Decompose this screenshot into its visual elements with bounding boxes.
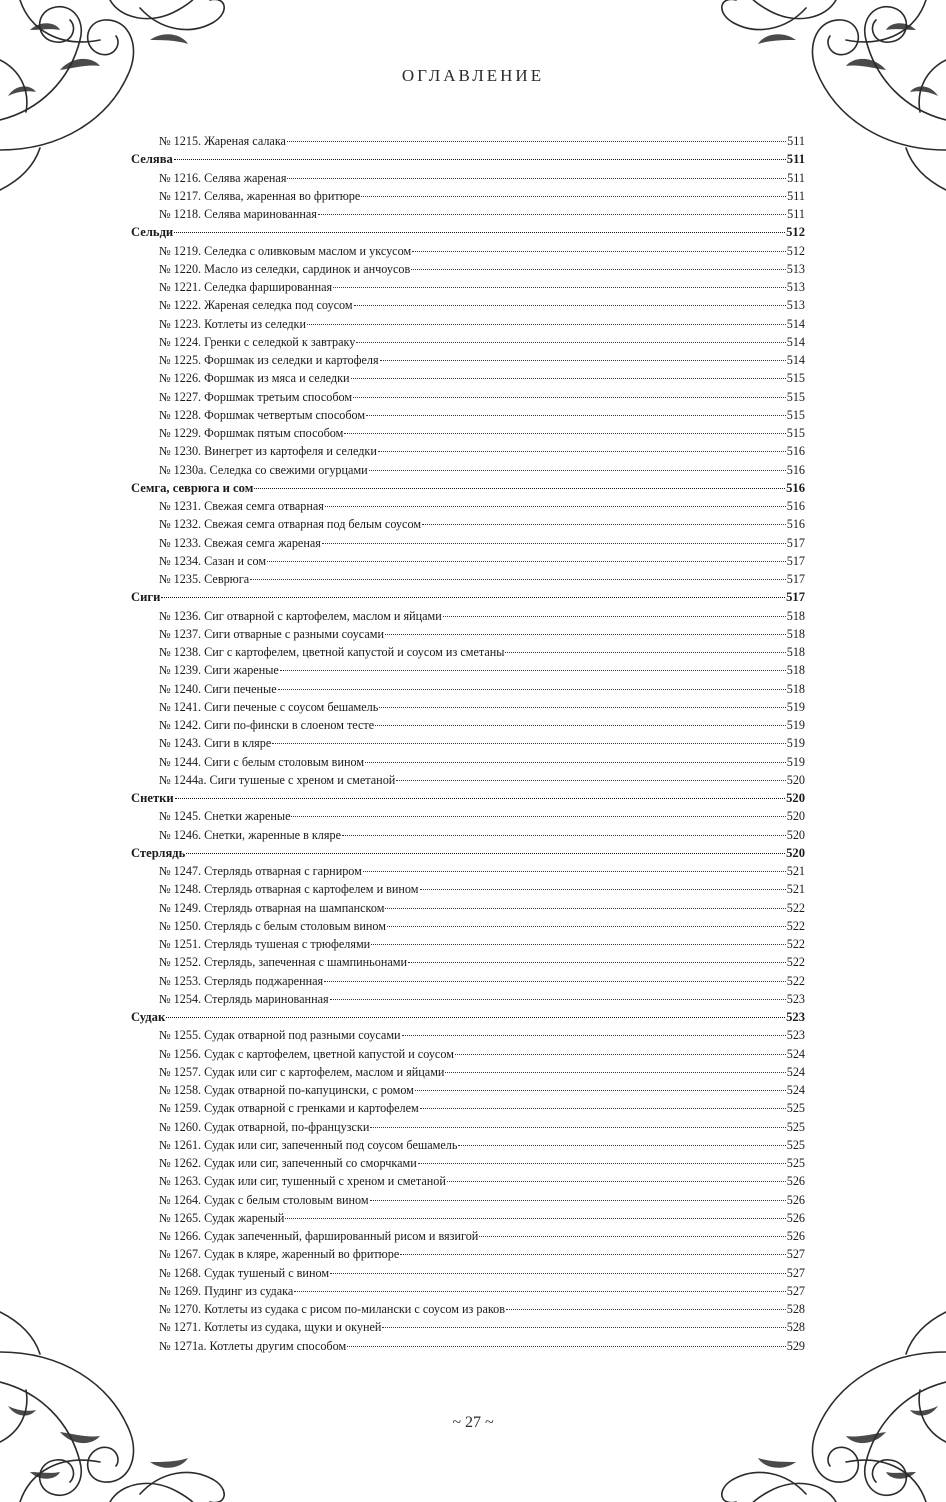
toc-entry-title: № 1249. Стерлядь отварная на шампанском	[159, 900, 385, 915]
toc-page-number: 515	[786, 371, 805, 386]
toc-entry-title: № 1237. Сиги отварные с разными соусами	[159, 626, 384, 641]
toc-page-number: 516	[786, 480, 805, 495]
toc-entry-title: № 1241. Сиги печеные с соусом бешамель	[159, 699, 379, 714]
dot-leader	[325, 506, 786, 507]
toc-entry-title: № 1215. Жареная салака	[159, 134, 286, 148]
toc-entry-title: № 1227. Форшмак третьим способом	[159, 389, 353, 404]
toc-page-number: 525	[786, 1119, 805, 1134]
toc-page-number: 517	[786, 553, 805, 568]
toc-page-number: 520	[786, 809, 805, 824]
toc-page-number: 525	[786, 1137, 805, 1152]
dot-leader	[366, 415, 786, 416]
toc-entry-title: № 1270. Котлеты из судака с рисом по-милански с соусом из раков	[159, 1302, 506, 1316]
toc-entry-row[interactable]	[131, 1083, 805, 1101]
toc-page-number: 524	[786, 1083, 805, 1097]
toc-page-number: 521	[786, 864, 805, 878]
toc-entry-title: № 1257. Судак или сиг с картофелем, маслом и яйцами	[159, 1064, 445, 1079]
dot-leader	[420, 889, 786, 890]
toc-entry-title: № 1266. Судак запеченный, фаршированный рисом и вязигой	[159, 1229, 479, 1243]
toc-entry-row[interactable]	[131, 1339, 805, 1357]
dot-leader	[287, 178, 786, 179]
toc-entry-title: № 1230. Винегрет из картофеля и селедки	[159, 444, 377, 459]
dot-leader	[175, 798, 785, 799]
toc-entry-row[interactable]	[131, 554, 805, 572]
dot-leader	[443, 616, 786, 617]
dot-leader	[505, 652, 785, 653]
toc-entry-title: № 1245. Снетки жареные	[159, 809, 291, 824]
toc-entry-row[interactable]	[131, 1065, 805, 1083]
toc-entry-row[interactable]	[131, 1101, 805, 1119]
toc-entry-title: № 1231. Свежая семга отварная	[159, 499, 324, 513]
dot-leader	[186, 853, 785, 854]
toc-section-title: Стерлядь	[131, 845, 186, 860]
toc-page-number: 519	[786, 736, 805, 751]
dot-leader	[415, 1090, 786, 1091]
toc-page-number: 518	[786, 663, 805, 678]
toc-page-number: 515	[786, 426, 805, 440]
toc-entry-row[interactable]	[131, 390, 805, 408]
toc-entry-title: № 1261. Судак или сиг, запеченный под соусом бешамель	[159, 1137, 458, 1152]
toc-entry-title: № 1269. Пудинг из судака	[159, 1283, 294, 1298]
toc-entry-title: № 1220. Масло из селедки, сардинок и анчоусов	[159, 261, 411, 276]
toc-entry-title: № 1259. Судак отварной с гренками и картофелем	[159, 1101, 419, 1116]
dot-leader	[369, 470, 786, 471]
toc-entry-row[interactable]	[131, 171, 805, 189]
dot-leader	[447, 1181, 786, 1182]
toc-entry-row[interactable]	[131, 809, 805, 827]
dot-leader	[342, 835, 786, 836]
toc-entry-row[interactable]	[131, 536, 805, 554]
toc-entry-title: № 1232. Свежая семга отварная под белым соусом	[159, 517, 422, 532]
dot-leader	[370, 1200, 786, 1201]
toc-entry-row[interactable]	[131, 700, 805, 718]
toc-page-number: 514	[786, 353, 805, 367]
toc-entry-title: № 1244. Сиги с белым столовым вином	[159, 754, 365, 769]
toc-section-row[interactable]	[131, 152, 805, 170]
toc-page-number: 512	[786, 225, 805, 240]
toc-entry-row[interactable]	[131, 736, 805, 754]
toc-entry-title: № 1252. Стерлядь, запеченная с шампиньонами	[159, 955, 408, 970]
dot-leader	[280, 670, 786, 671]
dot-leader	[371, 944, 786, 945]
toc-entry-title: № 1235. Севрюга	[159, 572, 250, 586]
toc-page-number: 529	[786, 1338, 805, 1353]
dot-leader	[458, 1145, 785, 1146]
page-number: ~ 27 ~	[452, 1414, 494, 1431]
toc-entry-row[interactable]	[131, 517, 805, 535]
toc-entry-title: № 1223. Котлеты из селедки	[159, 316, 306, 331]
toc-entry-title: № 1228. Форшмак четвертым способом	[159, 407, 366, 422]
toc-page-number: 526	[786, 1229, 805, 1243]
toc-entry-title: № 1271. Котлеты из судака, щуки и окуней	[159, 1320, 382, 1335]
toc-entry-row[interactable]	[131, 335, 805, 353]
toc-page-number: 517	[786, 535, 805, 550]
toc-entry-row[interactable]	[131, 317, 805, 335]
dot-leader	[330, 1273, 786, 1274]
toc-entry-title: № 1233. Свежая семга жареная	[159, 535, 321, 550]
toc-page-number: 526	[786, 1174, 805, 1189]
toc-section-title: Сиги	[131, 590, 161, 605]
toc-page-number: 528	[786, 1320, 805, 1335]
dot-leader	[174, 159, 786, 160]
toc-section-title: Селява	[131, 152, 173, 167]
toc-entry-row[interactable]	[131, 1193, 805, 1211]
dot-leader	[161, 597, 785, 598]
page-title: ОГЛАВЛЕНИЕ	[401, 66, 545, 85]
dot-leader	[287, 141, 786, 142]
toc-page-number: 525	[786, 1101, 805, 1116]
toc-entry-row[interactable]	[131, 207, 805, 225]
toc-entry-title: № 1218. Селява маринованная	[159, 207, 317, 221]
dot-leader	[378, 451, 786, 452]
toc-entry-title: № 1264. Судак с белым столовым вином	[159, 1192, 369, 1207]
dot-leader	[278, 689, 786, 690]
toc-entry-row[interactable]	[131, 974, 805, 992]
dot-leader	[385, 908, 785, 909]
toc-page-number: 515	[786, 389, 805, 404]
toc-page-number: 518	[786, 681, 805, 696]
toc-page-number: 522	[786, 955, 805, 970]
dot-leader	[294, 1291, 785, 1292]
toc-entry-row[interactable]	[131, 864, 805, 882]
dot-leader	[370, 1127, 785, 1128]
toc-page-number: 522	[786, 973, 805, 988]
toc-section-row[interactable]	[131, 846, 805, 864]
toc-entry-row[interactable]	[131, 755, 805, 773]
dot-leader	[420, 1108, 786, 1109]
toc-entry-title: № 1242. Сиги по-фински в слоеном тесте	[159, 718, 375, 732]
toc-page-number: 511	[787, 170, 805, 185]
toc-entry-title: № 1234. Сазан и сом	[159, 553, 267, 568]
dot-leader	[385, 634, 786, 635]
dot-leader	[174, 232, 785, 233]
toc-entry-title: № 1256. Судак с картофелем, цветной капустой и соусом	[159, 1046, 454, 1061]
toc-entry-title: № 1262. Судак или сиг, запеченный со сморчками	[159, 1156, 417, 1170]
toc-entry-row[interactable]	[131, 1284, 805, 1302]
toc-page-number: 523	[786, 1028, 805, 1043]
toc-page-number: 518	[786, 608, 805, 623]
dot-leader	[365, 762, 786, 763]
toc-entry-row[interactable]	[131, 773, 805, 791]
toc-entry-row[interactable]	[131, 371, 805, 389]
toc-entry-title: № 1230а. Селедка со свежими огурцами	[159, 462, 368, 477]
toc-entry-row[interactable]	[131, 1156, 805, 1174]
toc-entry-row[interactable]	[131, 499, 805, 517]
toc-entry-title: № 1268. Судак тушеный с вином	[159, 1265, 330, 1280]
table-of-contents	[131, 134, 805, 1357]
dot-leader	[351, 378, 786, 379]
toc-entry-row[interactable]	[131, 1028, 805, 1046]
dot-leader	[166, 1017, 785, 1018]
toc-entry-row[interactable]	[131, 572, 805, 590]
toc-entry-title: № 1271а. Котлеты другим способом	[159, 1338, 347, 1353]
dot-leader	[412, 251, 786, 252]
toc-entry-row[interactable]	[131, 663, 805, 681]
toc-entry-row[interactable]	[131, 682, 805, 700]
toc-page-number: 521	[786, 882, 805, 897]
toc-page-number: 520	[786, 791, 805, 805]
toc-page-number: 520	[786, 845, 805, 860]
toc-page-number: 516	[786, 517, 805, 532]
dot-leader	[291, 816, 785, 817]
toc-entry-row[interactable]	[131, 1120, 805, 1138]
toc-page-number: 511	[787, 207, 805, 221]
toc-page-number: 520	[786, 772, 805, 787]
toc-page-number: 523	[786, 1010, 805, 1024]
toc-entry-row[interactable]	[131, 645, 805, 663]
toc-page-number: 517	[786, 590, 805, 605]
toc-entry-title: № 1253. Стерлядь поджаренная	[159, 973, 324, 988]
toc-page-number: 519	[786, 699, 805, 714]
toc-section-title: Семга, севрюга и сом	[131, 480, 254, 495]
toc-page-number: 517	[786, 572, 805, 586]
dot-leader	[318, 214, 786, 215]
toc-section-row[interactable]	[131, 1010, 805, 1028]
dot-leader	[382, 1327, 785, 1328]
toc-entry-title: № 1236. Сиг отварной с картофелем, маслом и яйцами	[159, 608, 442, 623]
toc-section-row[interactable]	[131, 590, 805, 608]
toc-entry-row[interactable]	[131, 1138, 805, 1156]
toc-entry-row[interactable]	[131, 262, 805, 280]
toc-entry-row[interactable]	[131, 882, 805, 900]
toc-page-number: 523	[786, 991, 805, 1006]
dot-leader	[379, 707, 785, 708]
dot-leader	[422, 524, 786, 525]
toc-entry-row[interactable]	[131, 463, 805, 481]
toc-page-number: 515	[786, 407, 805, 422]
toc-entry-row[interactable]	[131, 426, 805, 444]
toc-page-number: 527	[786, 1283, 805, 1298]
toc-entry-title: № 1258. Судак отварной по-капуцински, с ромом	[159, 1083, 414, 1097]
toc-page-number: 522	[786, 918, 805, 933]
toc-entry-row[interactable]	[131, 955, 805, 973]
toc-entry-row[interactable]	[131, 609, 805, 627]
dot-leader	[363, 871, 786, 872]
toc-page-number: 519	[786, 754, 805, 769]
toc-entry-title: № 1250. Стерлядь с белым столовым вином	[159, 918, 386, 933]
toc-entry-row[interactable]	[131, 298, 805, 316]
toc-entry-row[interactable]	[131, 718, 805, 736]
toc-page-number: 511	[787, 134, 805, 148]
dot-leader	[322, 543, 786, 544]
dot-leader	[396, 780, 785, 781]
toc-entry-row[interactable]	[131, 1266, 805, 1284]
toc-entry-row[interactable]	[131, 244, 805, 262]
dot-leader	[361, 196, 786, 197]
toc-entry-row[interactable]	[131, 1174, 805, 1192]
toc-page-number: 511	[787, 188, 805, 203]
toc-entry-row[interactable]	[131, 992, 805, 1010]
toc-section-row[interactable]	[131, 791, 805, 809]
toc-page-number: 528	[786, 1302, 805, 1316]
toc-entry-title: № 1244а. Сиги тушеные с хреном и сметаной	[159, 772, 396, 787]
toc-entry-title: № 1221. Селедка фаршированная	[159, 280, 333, 294]
dot-leader	[254, 488, 785, 489]
toc-entry-row[interactable]	[131, 1247, 805, 1265]
toc-page-number: 526	[786, 1210, 805, 1225]
dot-leader	[344, 433, 785, 434]
toc-entry-title: № 1219. Селедка с оливковым маслом и уксусом	[159, 243, 412, 258]
toc-page-number: 519	[786, 718, 805, 732]
dot-leader	[411, 269, 785, 270]
toc-page-number: 525	[786, 1156, 805, 1170]
toc-entry-row[interactable]	[131, 901, 805, 919]
toc-page-number: 516	[786, 499, 805, 513]
dot-leader	[400, 1254, 785, 1255]
toc-page-number: 513	[786, 298, 805, 313]
dot-leader	[324, 981, 786, 982]
dot-leader	[380, 360, 786, 361]
toc-entry-title: № 1225. Форшмак из селедки и картофеля	[159, 353, 379, 367]
toc-entry-title: № 1222. Жареная селедка под соусом	[159, 298, 353, 313]
dot-leader	[356, 342, 785, 343]
dot-leader	[479, 1236, 785, 1237]
toc-entry-title: № 1229. Форшмак пятым способом	[159, 426, 344, 440]
dot-leader	[353, 397, 786, 398]
toc-section-title: Снетки	[131, 791, 174, 805]
toc-entry-title: № 1254. Стерлядь маринованная	[159, 991, 329, 1006]
toc-entry-title: № 1255. Судак отварной под разными соусами	[159, 1028, 401, 1043]
dot-leader	[267, 561, 786, 562]
dot-leader	[418, 1163, 786, 1164]
toc-entry-title: № 1240. Сиги печеные	[159, 681, 277, 696]
dot-leader	[387, 926, 786, 927]
toc-page-number: 512	[786, 243, 805, 258]
dot-leader	[330, 999, 786, 1000]
dot-leader	[445, 1072, 785, 1073]
toc-page-number: 514	[786, 316, 805, 331]
dot-leader	[408, 962, 786, 963]
toc-entry-row[interactable]	[131, 1320, 805, 1338]
dot-leader	[285, 1218, 785, 1219]
toc-entry-row[interactable]	[131, 280, 805, 298]
toc-page-number: 514	[786, 334, 805, 349]
toc-entry-row[interactable]	[131, 408, 805, 426]
dot-leader	[354, 305, 786, 306]
toc-page-number: 527	[786, 1265, 805, 1280]
toc-entry-title: № 1239. Сиги жареные	[159, 663, 279, 678]
toc-entry-row[interactable]	[131, 1211, 805, 1229]
toc-entry-row[interactable]	[131, 134, 805, 152]
dot-leader	[272, 743, 785, 744]
toc-section-row[interactable]	[131, 481, 805, 499]
dot-leader	[347, 1346, 786, 1347]
toc-entry-title: № 1238. Сиг с картофелем, цветной капустой и соусом из сметаны	[159, 645, 505, 659]
dot-leader	[333, 287, 786, 288]
toc-page-number: 524	[786, 1046, 805, 1061]
toc-section-title: Судак	[131, 1010, 166, 1024]
toc-entry-title: № 1267. Судак в кляре, жаренный во фритюре	[159, 1247, 400, 1262]
toc-entry-row[interactable]	[131, 444, 805, 462]
toc-entry-row[interactable]	[131, 919, 805, 937]
toc-page-number: 526	[786, 1192, 805, 1207]
toc-entry-row[interactable]	[131, 189, 805, 207]
toc-section-row[interactable]	[131, 225, 805, 243]
toc-entry-title: № 1265. Судак жареный	[159, 1210, 285, 1225]
toc-page-number: 522	[786, 937, 805, 951]
toc-page-number: 527	[786, 1247, 805, 1262]
dot-leader	[250, 579, 786, 580]
toc-page-number: 516	[786, 444, 805, 459]
dot-leader	[375, 725, 786, 726]
toc-entry-row[interactable]	[131, 1229, 805, 1247]
toc-section-title: Сельди	[131, 225, 174, 240]
toc-page-number: 520	[786, 827, 805, 842]
toc-entry-row[interactable]	[131, 828, 805, 846]
toc-entry-row[interactable]	[131, 627, 805, 645]
toc-entry-title: № 1216. Селява жареная	[159, 170, 287, 185]
toc-page-number: 524	[786, 1064, 805, 1079]
toc-entry-row[interactable]	[131, 1302, 805, 1320]
toc-page-number: 522	[786, 900, 805, 915]
toc-entry-title: № 1247. Стерлядь отварная с гарниром	[159, 864, 362, 878]
dot-leader	[402, 1035, 786, 1036]
toc-page-number: 511	[786, 152, 805, 167]
toc-entry-title: № 1243. Сиги в кляре	[159, 736, 272, 751]
dot-leader	[307, 324, 786, 325]
toc-page-number: 518	[786, 645, 805, 659]
dot-leader	[455, 1054, 786, 1055]
toc-entry-title: № 1251. Стерлядь тушеная с трюфелями	[159, 937, 371, 951]
dot-leader	[506, 1309, 786, 1310]
toc-entry-title: № 1217. Селява, жаренная во фритюре	[159, 188, 361, 203]
toc-entry-title: № 1224. Гренки с селедкой к завтраку	[159, 334, 356, 349]
toc-page-number: 513	[786, 261, 805, 276]
toc-entry-title: № 1248. Стерлядь отварная с картофелем и вином	[159, 882, 419, 897]
toc-entry-row[interactable]	[131, 1047, 805, 1065]
toc-entry-row[interactable]	[131, 353, 805, 371]
toc-entry-title: № 1226. Форшмак из мяса и селедки	[159, 371, 350, 386]
toc-entry-row[interactable]	[131, 937, 805, 955]
toc-page-number: 518	[786, 626, 805, 641]
toc-page-number: 513	[786, 280, 805, 294]
toc-page-number: 516	[786, 462, 805, 477]
toc-entry-title: № 1263. Судак или сиг, тушенный с хреном и сметаной	[159, 1174, 446, 1189]
toc-entry-title: № 1260. Судак отварной, по-французски	[159, 1119, 370, 1134]
toc-entry-title: № 1246. Снетки, жаренные в кляре	[159, 827, 342, 842]
